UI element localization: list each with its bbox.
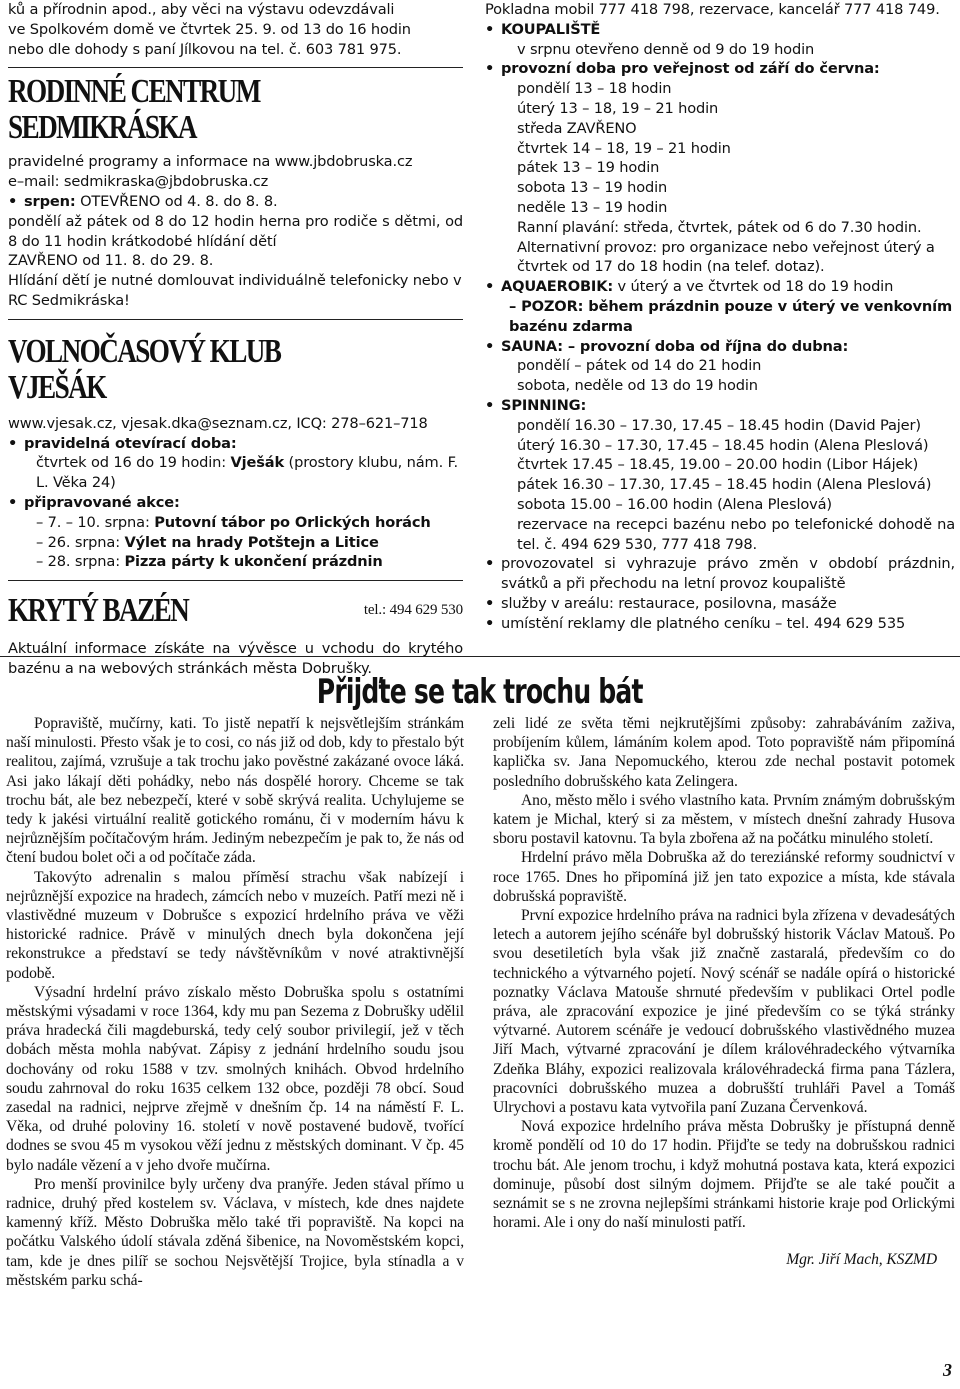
spinning-heading — [485, 396, 955, 416]
left-column — [8, 0, 463, 679]
hours-2: úterý 13 – 18, 19 – 21 hodin — [517, 99, 719, 117]
spin-line-4: pátek 16.30 – 17.30, 17.45 – 18.45 hodin (Alena Pleslová) — [517, 476, 932, 494]
rc-para-2: ZAVŘENO od 11. 8. do 29. 8. — [8, 252, 214, 270]
hours-7: neděle 13 – 19 hodin — [517, 198, 668, 216]
section-divider — [0, 656, 960, 657]
article-left-column — [6, 714, 464, 1290]
intro-line-3: nebo dle dohody s paní Jílkovou na tel. č. 603 781 975. — [8, 40, 402, 58]
vk-event-1-name: Putovní tábor po Orlických horách — [154, 513, 431, 531]
divider — [8, 67, 463, 68]
vk-opening — [8, 453, 463, 493]
article-left-para-2: Takovýto adrenalin s malou příměsí strachu však nabízejí i nejrůznější expozice na hradech, zámcích nebo v muzeích. Patří mezi ně i vlastivědné muzeum v Dobrušce s expozicí hrdelního práva ve věži historické radnice. Právě v minulých dnech byla dokončena její rekonstrukce a představí se tedy návštěvníkům v nové atraktivnější podobě. — [6, 868, 464, 982]
hours-9: Alternativní provoz: pro organizace nebo veřejnost úterý a čtvrtek od 17 do 18 hodin (na telef. dotaz). — [517, 238, 935, 276]
vk-opening-a: čtvrtek od 16 do 19 hodin: — [36, 454, 231, 472]
intro-line-2: ve Spolkovém domě ve čtvrtek 25. 9. od 13 do 16 hodin — [8, 20, 411, 38]
vk-event-3-date: – 28. srpna: — [36, 553, 125, 571]
vk-bullet-1 — [8, 434, 463, 454]
hours-5: pátek 13 – 19 hodin — [517, 159, 660, 177]
rc-para-3: Hlídání dětí je nutné domlouvat individuálně telefonicky nebo v RC Sedmikráska! — [8, 272, 462, 309]
vk-web: www.vjesak.cz, vjesak.dka@seznam.cz, ICQ: 278–621–718 — [8, 414, 428, 432]
rc-srpen-label: srpen: — [24, 192, 76, 210]
vk-event-3-name: Pizza párty k ukončení prázdnin — [124, 553, 383, 571]
end-bullet-1: • provozovatel si vyhrazuje právo změn v období prázdnin, svátků a při přechodu na letní provoz koupaliště — [485, 554, 955, 594]
vk-heading: VOLNOČASOVÝ KLUB VJEŠÁK — [8, 332, 281, 406]
vk-event-2-date: – 26. srpna: — [36, 533, 125, 551]
hours-8: Ranní plavání: středa, čtvrtek, pátek od 6 do 7.30 hodin. — [517, 218, 922, 236]
provozni-label: provozní doba pro veřejnost od září do června: — [501, 60, 880, 78]
vk-bullet-2-label: připravované akce: — [24, 493, 180, 511]
article-left-para-1: Popraviště, mučírny, kati. To jistě nepatří k nejsvětlejším stránkám naší minulosti. Přesto však je to cosi, co nás již od dob, kdy to přestalo být realitou, zajímá, vzrušuje a tak trochu jako pověstné zakázané ovoce láká. Asi jako lákají děti pohádky, nebo nás dospělé horory. Chceme se tak trochu bát, ale bez nebezpečí, které v sobě skrývá realita. Uchylujeme se tedy k jakési virtuální realitě gotického románu, či v moderním hávu k nejrůznějším počítačovým hrám. Jediným nebezpečím je pak to, že nás od čtení budou bolet oči a od počítače záda. — [6, 715, 464, 867]
vk-opening-c: (prostory klubu, nám. F. L. Věka 24) — [36, 454, 458, 492]
koupaliste-heading — [485, 20, 955, 40]
article-title: Přijďte se tak trochu bát — [317, 672, 643, 712]
provozni-heading — [485, 59, 955, 79]
divider — [8, 319, 463, 320]
vk-event-1 — [8, 513, 463, 533]
sauna-heading — [485, 337, 955, 357]
hours-4: čtvrtek 14 – 18, 19 – 21 hodin — [517, 139, 731, 157]
vk-opening-b: Vješák — [230, 454, 285, 472]
article-right-para-3: Hrdelní právo měla Dobruška až do tereziánské reformy soudnictví v roce 1765. Dnes ho připomíná již jen tato expozice a místa, kde stávala dobrušská popraviště. — [493, 849, 955, 905]
article-signature: Mgr. Jiří Mach, KSZMD — [786, 1251, 937, 1269]
vk-event-3 — [8, 552, 463, 572]
koupaliste-label: KOUPALIŠTĚ — [501, 20, 601, 38]
hours-3: středa ZAVŘENO — [517, 119, 637, 137]
vk-bullet-2 — [8, 493, 463, 513]
rc-line-2: e–mail: sedmikraska@jbdobruska.cz — [8, 173, 269, 191]
spin-line-6: rezervace na recepci bazénu nebo po telefonické dohodě na tel. č. 494 629 530, 777 418 798. — [517, 515, 955, 553]
article-right-para-4: První expozice hrdelního práva na radnici byla zřízena v devadesátých letech a autorem jejího scénáře byl dobrušský historik Václav Matouš. Po svou desetiletích byla však již značně zastaralá, především co do technického a výtvarného pojetí. Nový scénář se nadále opírá o historické poznatky Václava Matouše shrnuté především v publikaci Ortel podle práva, ale zpracování expozice je jiné především co se týká stránky výtvarné. Autorem scénáře je vedoucí dobrušského vlastivědného muzea Jiří Mach, výtvarné zpracování je dílem královéhradeckého výtvarníka Zdeňka Bláhy, expozici realizovala královéhradecká firma pana Tázlera, pracovníci dobrušského muzea a dobrušští truhláři Pavel a Tomáš Ulrychovi a postavu kata vytvořila paní Zuzana Červenková. — [493, 907, 955, 1117]
end-bullet-3: • umístění reklamy dle platného ceníku – tel. 494 629 535 — [485, 614, 955, 634]
divider — [8, 580, 463, 581]
sauna-line-1: pondělí – pátek od 14 do 21 hodin — [517, 357, 762, 375]
article-right-column — [493, 714, 955, 1270]
spinning-label: SPINNING: — [501, 396, 587, 414]
hours-1: pondělí 13 – 18 hodin — [517, 80, 672, 98]
intro-line-1: ků a přírodnin apod., aby věci na výstavu odevzdávali — [8, 1, 395, 18]
aqua-text: v úterý a ve čtvrtek od 18 do 19 hodin — [613, 278, 894, 296]
spin-line-2: úterý 16.30 – 17.30, 17.45 – 18.45 hodin (Alena Pleslová) — [517, 436, 929, 454]
kb-heading: KRYTÝ BAZÉN — [8, 592, 189, 630]
article-title-wrap — [0, 672, 960, 712]
aqua-label: AQUAEROBIK: — [501, 278, 614, 296]
vk-event-2 — [8, 533, 463, 553]
vk-bullet-1-label: pravidelná otevírací doba: — [24, 434, 237, 452]
koupaliste-srpen: v srpnu otevřeno denně od 9 do 19 hodin — [517, 40, 815, 58]
sauna-label: SAUNA: – provozní doba od října do dubna: — [501, 337, 849, 355]
rc-heading: RODINNÉ CENTRUM SEDMIKRÁSKA — [8, 73, 260, 147]
rc-srpen — [8, 192, 463, 212]
spin-line-5: sobota 15.00 – 16.00 hodin (Alena Pleslová) — [517, 495, 832, 513]
kb-heading-row — [8, 587, 463, 629]
article-left-para-3: Výsadní hrdelní právo získalo město Dobruška spolu s ostatními městskými výsadami v roce 1364, kdy mu pan Sezema z Dobrušky udělil práva hradecká čili magdeburská, tedy celý soubor privilegií, jež v těch dobách města mohla nabývat. Zápisy z jednání hrdelního soudu jsou dochovány od roku 1588 v tzv. smolných knihách. Obvod hrdelního soudu zahrnoval do roku 1635 celkem 132 obce, později 78 obcí. Soud zasedal na radnici, nejprve zřejmě v dnešním čp. 14 na náměstí F. L. Věka, od druhé poloviny 16. století v nově postavené budově, tvořící dodnes se svou 45 m vysokou věží jednu z městských dominant. V čp. 45 bylo nadále vězení a v jeho dvoře mučírna. — [6, 983, 464, 1174]
spin-line-3: čtvrtek 17.45 – 18.45, 19.00 – 20.00 hodin (Libor Hájek) — [517, 456, 919, 474]
rc-srpen-text: OTEVŘENO od 4. 8. do 8. 8. — [80, 192, 278, 210]
aqua-note: – POZOR: během prázdnin pouze v úterý ve venkovním bazénu zdarma — [509, 297, 953, 335]
spin-line-1: pondělí 16.30 – 17.30, 17.45 – 18.45 hodin (David Pajer) — [517, 416, 921, 434]
kb-text: Aktuální informace získáte na vývěsce u vchodu do krytého bazénu a na webových stránkách města Dobrušky. — [8, 640, 463, 677]
hours-6: sobota 13 – 19 hodin — [517, 179, 668, 197]
vk-event-2-name: Výlet na hrady Potštejn a Litice — [124, 533, 379, 551]
right-column — [485, 0, 955, 634]
article-right-para-5: Nová expozice hrdelního práva města Dobrušky je přístupná denně kromě pondělí od 10 do 17 hodin. Přijďte se tedy na dobrušskou radnici trochu bát. Ale jenom trochu, i když mohutná postava kata, která expozici dominuje, působí dost silným dojmem. Přijďte se ale také poučit a seznámit se s ne zrovna nejlepšími stránkami historie kraje pod Orlickými horami. Ale i ony do naší minulosti patří. — [493, 1118, 955, 1232]
vk-event-1-date: – 7. – 10. srpna: — [36, 513, 155, 531]
kb-phone: tel.: 494 629 530 — [363, 602, 463, 619]
article-right-para-2: Ano, město mělo i svého vlastního kata. Prvním známým dobrušským katem je Michal, který si za městem, v místech dnešní zahrady Husova sboru postavil katovnu. Ta byla zbořena až na počátku minulého století. — [493, 791, 955, 848]
end-bullet-2: • služby v areálu: restaurace, posilovna, masáže — [485, 594, 955, 614]
rc-line-1: pravidelné programy a informace na www.jbdobruska.cz — [8, 153, 413, 171]
article-left-para-4: Pro menší provinilce byly určeny dva pranýře. Jeden stával přímo u radnice, druhý před kostelem sv. Václava, v místech, kde dnes najdete kamenný kříž. Město Dobruška mělo také tři popraviště. Na kopci na počátku Valského údolí stávala zděná šibenice, na Novoměstském kopci, tam, kde je dnes pilíř se sochou Nejsvětější Trojice, byla stínadla a v městském parku schá- — [6, 1175, 464, 1289]
article-right-para-1: zeli lidé ze světa těmi nejkrutějšími způsoby: zahrabáváním zaživa, probíjením kůlem, lámáním kolem apod. Toto popraviště nám připomíná kaplička sv. Jana Nepomuckého, kterou zde nechal postavit potomek posledního dobrušského kata Zelingera. — [493, 715, 955, 790]
aquaerobik — [485, 277, 955, 297]
rc-para-1: pondělí až pátek od 8 do 12 hodin herna pro rodiče s dětmi, od 8 do 11 hodin krátkodobé hlídání dětí — [8, 212, 463, 250]
page-number: 3 — [943, 1360, 952, 1380]
sauna-line-2: sobota, neděle od 13 do 19 hodin — [517, 377, 758, 395]
contact-line: Pokladna mobil 777 418 798, rezervace, kancelář 777 418 749. — [485, 1, 940, 18]
